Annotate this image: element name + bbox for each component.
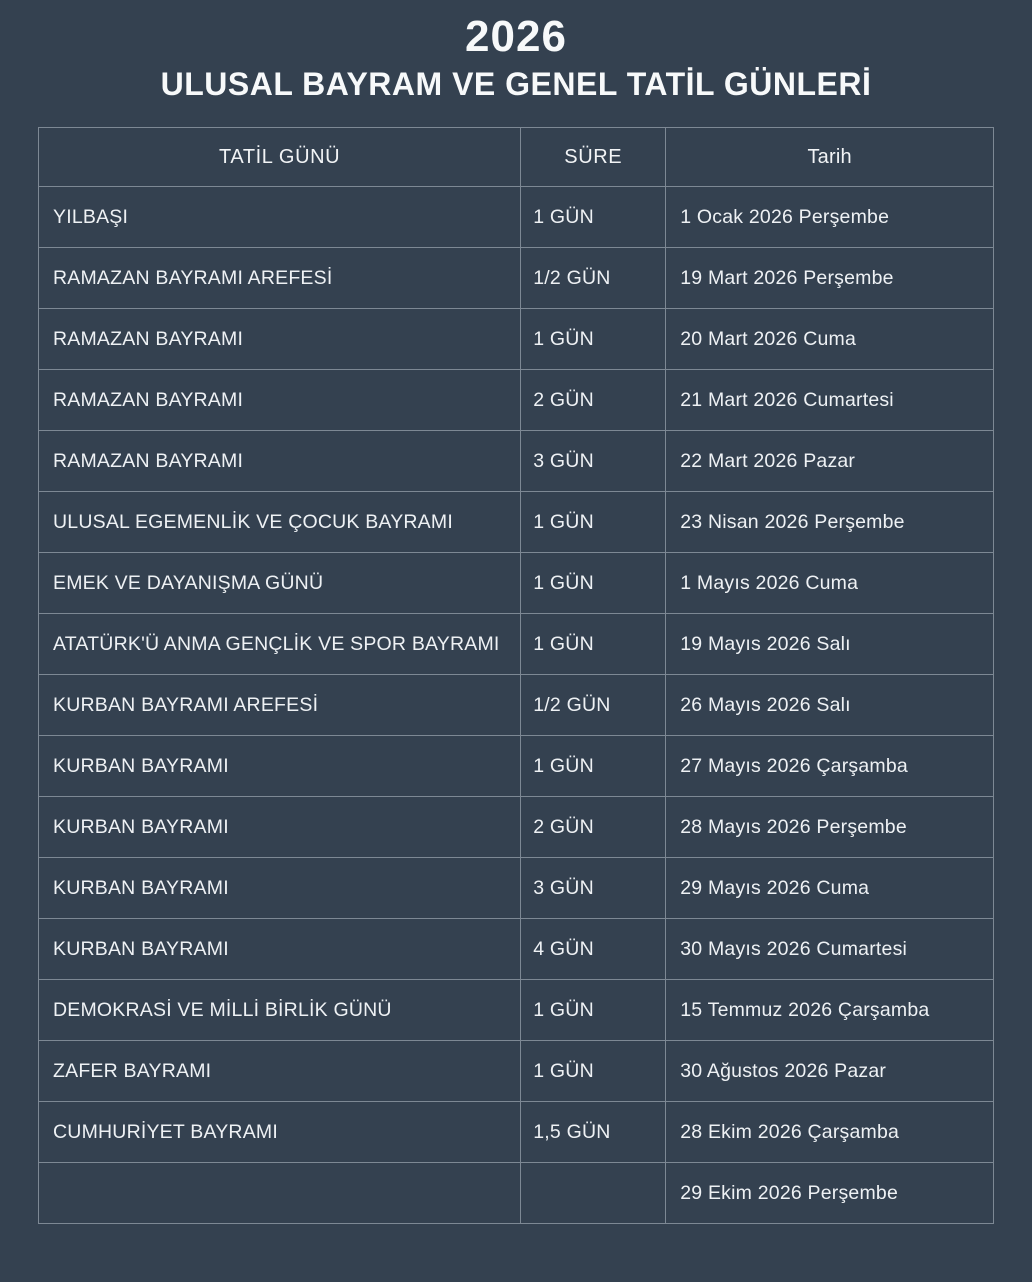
- holiday-duration: 1 GÜN: [521, 553, 666, 614]
- holiday-name: ATATÜRK'Ü ANMA GENÇLİK VE SPOR BAYRAMI: [39, 614, 521, 675]
- holiday-date: 30 Ağustos 2026 Pazar: [666, 1041, 993, 1102]
- holiday-date: 23 Nisan 2026 Perşembe: [666, 492, 993, 553]
- holiday-name: CUMHURİYET BAYRAMI: [39, 1102, 521, 1163]
- holiday-duration: 1/2 GÜN: [521, 248, 666, 309]
- holiday-name: KURBAN BAYRAMI: [39, 797, 521, 858]
- holiday-name: RAMAZAN BAYRAMI: [39, 309, 521, 370]
- holiday-date: 29 Ekim 2026 Perşembe: [666, 1163, 993, 1224]
- holiday-duration: 1 GÜN: [521, 492, 666, 553]
- holiday-name: RAMAZAN BAYRAMI AREFESİ: [39, 248, 521, 309]
- table-row: [39, 1102, 993, 1163]
- holiday-name: ZAFER BAYRAMI: [39, 1041, 521, 1102]
- holiday-date: 26 Mayıs 2026 Salı: [666, 675, 993, 736]
- holiday-name: KURBAN BAYRAMI AREFESİ: [39, 675, 521, 736]
- table-row: [39, 675, 993, 736]
- holiday-name: KURBAN BAYRAMI: [39, 919, 521, 980]
- page-title: ULUSAL BAYRAM VE GENEL TATİL GÜNLERİ: [160, 66, 872, 103]
- holiday-name: EMEK VE DAYANIŞMA GÜNÜ: [39, 553, 521, 614]
- holidays-table-container: [38, 127, 994, 1224]
- holiday-duration: 1/2 GÜN: [521, 675, 666, 736]
- holidays-table-body: [39, 187, 993, 1224]
- holiday-date: 22 Mart 2026 Pazar: [666, 431, 993, 492]
- holiday-date: 19 Mart 2026 Perşembe: [666, 248, 993, 309]
- holiday-date: 21 Mart 2026 Cumartesi: [666, 370, 993, 431]
- holiday-duration: 1 GÜN: [521, 309, 666, 370]
- holiday-date: 19 Mayıs 2026 Salı: [666, 614, 993, 675]
- holiday-duration: 1 GÜN: [521, 1041, 666, 1102]
- holiday-name: YILBAŞI: [39, 187, 521, 248]
- table-row: [39, 919, 993, 980]
- holiday-name: RAMAZAN BAYRAMI: [39, 431, 521, 492]
- table-row: [39, 614, 993, 675]
- holiday-duration: 3 GÜN: [521, 858, 666, 919]
- holiday-name: ULUSAL EGEMENLİK VE ÇOCUK BAYRAMI: [39, 492, 521, 553]
- holiday-date: 20 Mart 2026 Cuma: [666, 309, 993, 370]
- holiday-date: 15 Temmuz 2026 Çarşamba: [666, 980, 993, 1041]
- table-row: [39, 1163, 993, 1224]
- table-row: [39, 492, 993, 553]
- holiday-duration: [521, 1163, 666, 1224]
- column-header-holiday: TATİL GÜNÜ: [39, 128, 521, 187]
- holiday-date: 27 Mayıs 2026 Çarşamba: [666, 736, 993, 797]
- table-row: [39, 797, 993, 858]
- holiday-duration: 1 GÜN: [521, 187, 666, 248]
- holiday-date: 1 Mayıs 2026 Cuma: [666, 553, 993, 614]
- holiday-date: 28 Ekim 2026 Çarşamba: [666, 1102, 993, 1163]
- holiday-name: KURBAN BAYRAMI: [39, 736, 521, 797]
- holiday-name: DEMOKRASİ VE MİLLİ BİRLİK GÜNÜ: [39, 980, 521, 1041]
- table-row: [39, 187, 993, 248]
- holiday-duration: 2 GÜN: [521, 797, 666, 858]
- holiday-date: 30 Mayıs 2026 Cumartesi: [666, 919, 993, 980]
- holiday-name: RAMAZAN BAYRAMI: [39, 370, 521, 431]
- holiday-duration: 1,5 GÜN: [521, 1102, 666, 1163]
- holiday-duration: 1 GÜN: [521, 980, 666, 1041]
- holiday-date: 1 Ocak 2026 Perşembe: [666, 187, 993, 248]
- holiday-date: 29 Mayıs 2026 Cuma: [666, 858, 993, 919]
- table-row: [39, 370, 993, 431]
- holiday-name: KURBAN BAYRAMI: [39, 858, 521, 919]
- column-header-date: Tarih: [666, 128, 993, 187]
- table-row: [39, 858, 993, 919]
- holiday-duration: 4 GÜN: [521, 919, 666, 980]
- table-row: [39, 248, 993, 309]
- holidays-table: [39, 128, 993, 1224]
- holiday-duration: 2 GÜN: [521, 370, 666, 431]
- holiday-duration: 1 GÜN: [521, 736, 666, 797]
- table-row: [39, 980, 993, 1041]
- page-title-year: 2026: [465, 12, 567, 61]
- page-header: [0, 0, 1032, 103]
- table-header-row: [39, 128, 993, 187]
- column-header-duration: SÜRE: [521, 128, 666, 187]
- table-row: [39, 736, 993, 797]
- holiday-name: [39, 1163, 521, 1224]
- holiday-duration: 3 GÜN: [521, 431, 666, 492]
- table-row: [39, 309, 993, 370]
- holiday-duration: 1 GÜN: [521, 614, 666, 675]
- table-row: [39, 553, 993, 614]
- holiday-date: 28 Mayıs 2026 Perşembe: [666, 797, 993, 858]
- table-row: [39, 1041, 993, 1102]
- table-row: [39, 431, 993, 492]
